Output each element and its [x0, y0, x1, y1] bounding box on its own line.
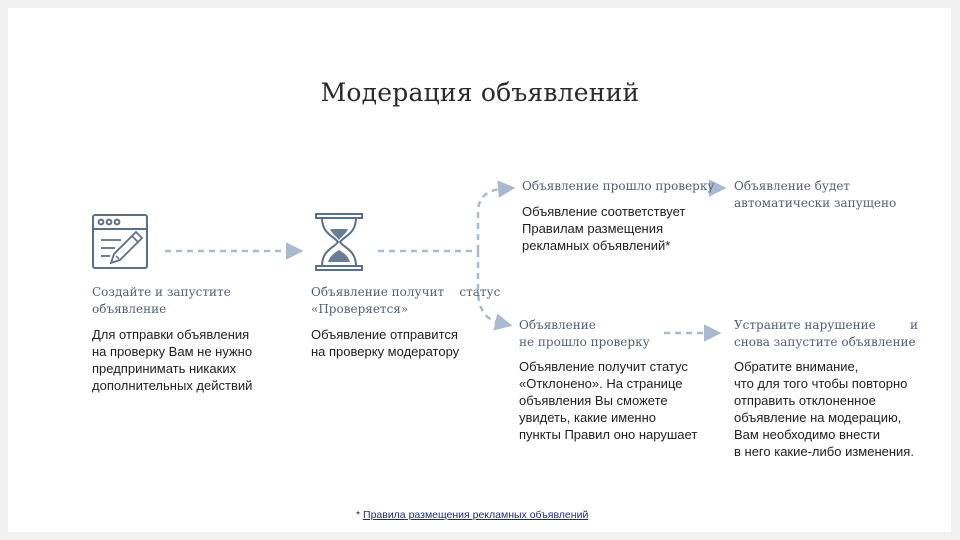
- browser-edit-icon: [93, 215, 147, 268]
- step1-body: Для отправки объявления на проверку Вам не нужно предпринимать никаких дополнительных действий: [92, 327, 253, 393]
- rejected-result-heading: Устраните нарушение и снова запустите объявление: [734, 318, 918, 349]
- footnote: [356, 509, 588, 521]
- step2-heading: Объявление получит статус «Проверяется»: [311, 285, 501, 316]
- approved-heading: Объявление прошло проверку: [522, 179, 715, 193]
- approved-body: Объявление соответствует Правилам размещения рекламных объявлений*: [522, 204, 686, 253]
- approved-result-heading: Объявление будет автоматически запущено: [734, 179, 897, 210]
- rejected-body: Объявление получит статус «Отклонено». На странице объявления Вы сможете увидеть, какие именно пункты Правил оно нарушает: [519, 359, 698, 442]
- step1-heading: Создайте и запустите объявление: [92, 285, 231, 316]
- arrow-branch-approved: [478, 188, 512, 251]
- hourglass-icon: [316, 214, 362, 270]
- step2-body: Объявление отправится на проверку модератору: [311, 327, 460, 359]
- rejected-heading: Объявление не прошло проверку: [519, 318, 650, 349]
- page-title: Модерация объявлений: [320, 78, 640, 107]
- rules-link[interactable]: Правила размещения рекламных объявлений: [363, 509, 589, 521]
- rejected-result-body: Обратите внимание, что для того чтобы повторно отправить отклоненное объявление на модерацию, Вам необходимо внести в него какие-либо изменения.: [734, 359, 914, 459]
- footnote-marker: *: [356, 509, 361, 521]
